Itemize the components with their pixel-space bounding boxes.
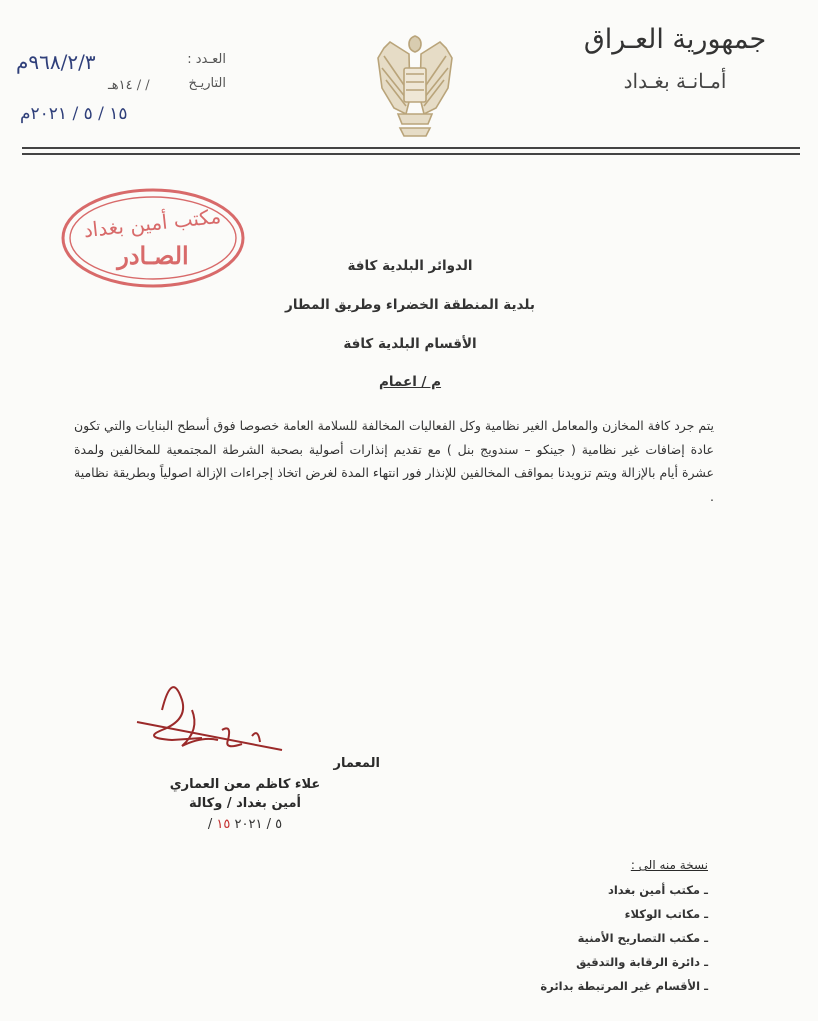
country-name: جمهورية العـراق: [583, 24, 767, 55]
gregorian-date-row: [8, 98, 228, 122]
subject-line: م / اعمام: [378, 374, 442, 390]
date-label: التاريـخ: [188, 76, 226, 91]
addressee-1: الدوائر البلدية كافة: [347, 258, 473, 274]
signature-date-rest: / ٥ / ٢٠٢١: [207, 817, 283, 832]
office-stamp: [58, 186, 248, 291]
header-rule-bottom: [22, 153, 800, 155]
reference-block: [8, 50, 228, 122]
signature-date-day: ١٥: [216, 817, 231, 832]
copy-item: ـ مكتب أمين بغداد: [607, 883, 708, 897]
svg-text:الصـادر: الصـادر: [117, 241, 189, 270]
copy-item: ـ الأقسام غير المرتبطة بدائرة: [540, 979, 708, 993]
addressee-2: بلدية المنطقة الخضراء وطريق المطار: [285, 297, 535, 313]
letter-body: يتم جرد كافة المخازن والمعامل الغير نظامية وكل الفعاليات المخالفة للسلامة العامة خصوصا فوق أسطح البنايات والتي تكون عادة إضافات غير نظامية ( جينكو – سندويج بنل ) مع تقديم إنذارات أصولية بصحبة الشرطة المجتمعية للمخالفين ولمدة عشرة أيام بالإزالة ويتم تزويدنا بمواقف المخالفين للإنذار فور انتهاء المدة لغرض اتخاذ إجراءات الإزالة اصولياً وبطريقة نظامية .: [74, 418, 714, 504]
letterhead-right: [560, 24, 790, 93]
header-rule-top: [22, 147, 800, 149]
hijri-date-row: [8, 74, 228, 98]
copy-item: ـ مكاتب الوكلاء: [624, 907, 708, 921]
reference-number-row: [8, 50, 228, 74]
copy-item: ـ مكتب التصاريح الأمنية: [577, 931, 708, 945]
gregorian-date-value: ١٥ / ٥ / ٢٠٢١م: [20, 104, 128, 124]
eagle-emblem-icon: [370, 28, 460, 143]
copies-list: [488, 858, 708, 998]
hijri-date-value: / / ١٤هـ: [108, 78, 150, 93]
copy-item: ـ دائرة الرقابة والتدقيق: [576, 955, 708, 969]
signer-role: أمين بغداد / وكالة: [189, 796, 301, 811]
signer-name: علاء كاظم معن العماري: [169, 777, 321, 792]
copies-title: نسخة منه الى :: [630, 858, 708, 872]
svg-text:مكتب أمين بغداد: مكتب أمين بغداد: [82, 203, 223, 243]
signature-date: [110, 817, 380, 832]
addressee-3: الأقسام البلدية كافة: [343, 336, 477, 352]
number-value: ٩٦٨/٢/٣م: [16, 50, 96, 74]
number-label: العـدد :: [187, 52, 226, 67]
signer-title: المعمار: [333, 756, 380, 771]
signature-block: [110, 756, 380, 832]
municipality-name: أمـانـة بغـداد: [623, 69, 727, 93]
